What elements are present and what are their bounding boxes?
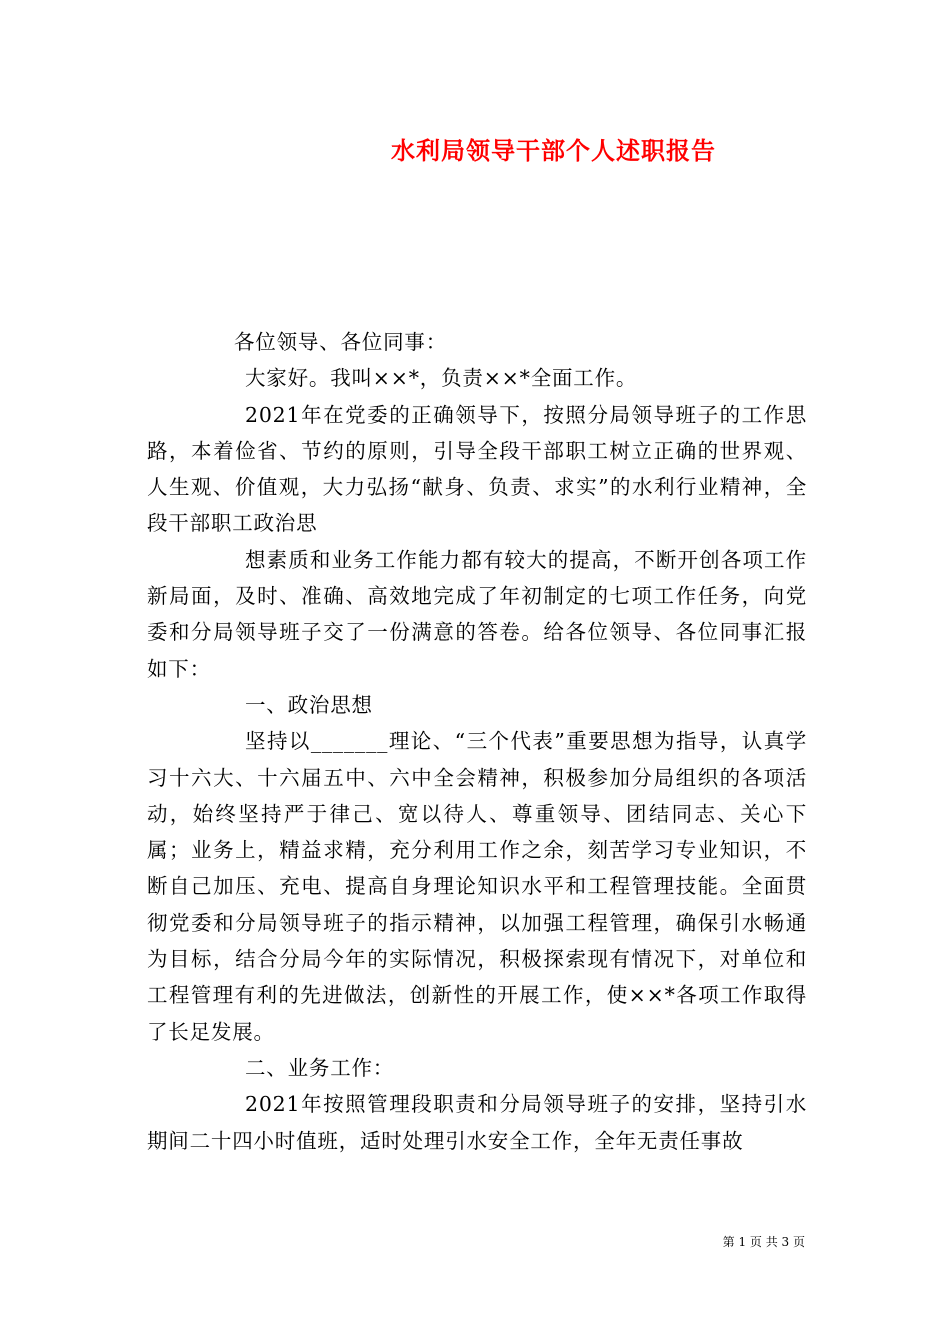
section-heading-business: 二、业务工作： [245, 1055, 395, 1080]
paragraph-greeting: 大家好。我叫××*，负责××*全面工作。 [245, 366, 638, 391]
section-heading-politics: 一、政治思想 [245, 692, 373, 717]
document-body [147, 324, 807, 1159]
paragraph-intro: 2021年在党委的正确领导下，按照分局领导班子的工作思路，本着俭省、节约的原则，引导全段干部职工树立正确的世界观、人生观、价值观，大力弘扬“献身、负责、求实”的水利行业精神，全段干部职工政治思 [147, 402, 807, 536]
page-number: 第 1 页 共 3 页 [722, 1235, 805, 1249]
paragraph-business: 2021年按照管理段职责和分局领导班子的安排，坚持引水期间二十四小时值班，适时处理引水安全工作，全年无责任事故 [147, 1092, 807, 1153]
paragraph-intro-continued: 想素质和业务工作能力都有较大的提高，不断开创各项工作新局面，及时、准确、高效地完成了年初制定的七项工作任务，向党委和分局领导班子交了一份满意的答卷。给各位领导、各位同事汇报如下： [147, 547, 807, 681]
document-title: 水利局领导干部个人述职报告 [391, 136, 716, 165]
paragraph-politics: 坚持以_______理论、“三个代表”重要思想为指导，认真学习十六大、十六届五中、六中全会精神，积极参加分局组织的各项活动，始终坚持严于律己、宽以待人、尊重领导、团结同志、关心下属；业务上，精益求精，充分利用工作之余，刻苦学习专业知识，不断自己加压、充电、提高自身理论知识水平和工程管理技能。全面贯彻党委和分局领导班子的指示精神，以加强工程管理，确保引水畅通为目标，结合分局今年的实际情况，积极探索现有情况下，对单位和工程管理有利的先进做法，创新性的开展工作，使××*各项工作取得了长足发展。 [147, 729, 807, 1044]
salutation: 各位领导、各位同事： [234, 330, 447, 354]
